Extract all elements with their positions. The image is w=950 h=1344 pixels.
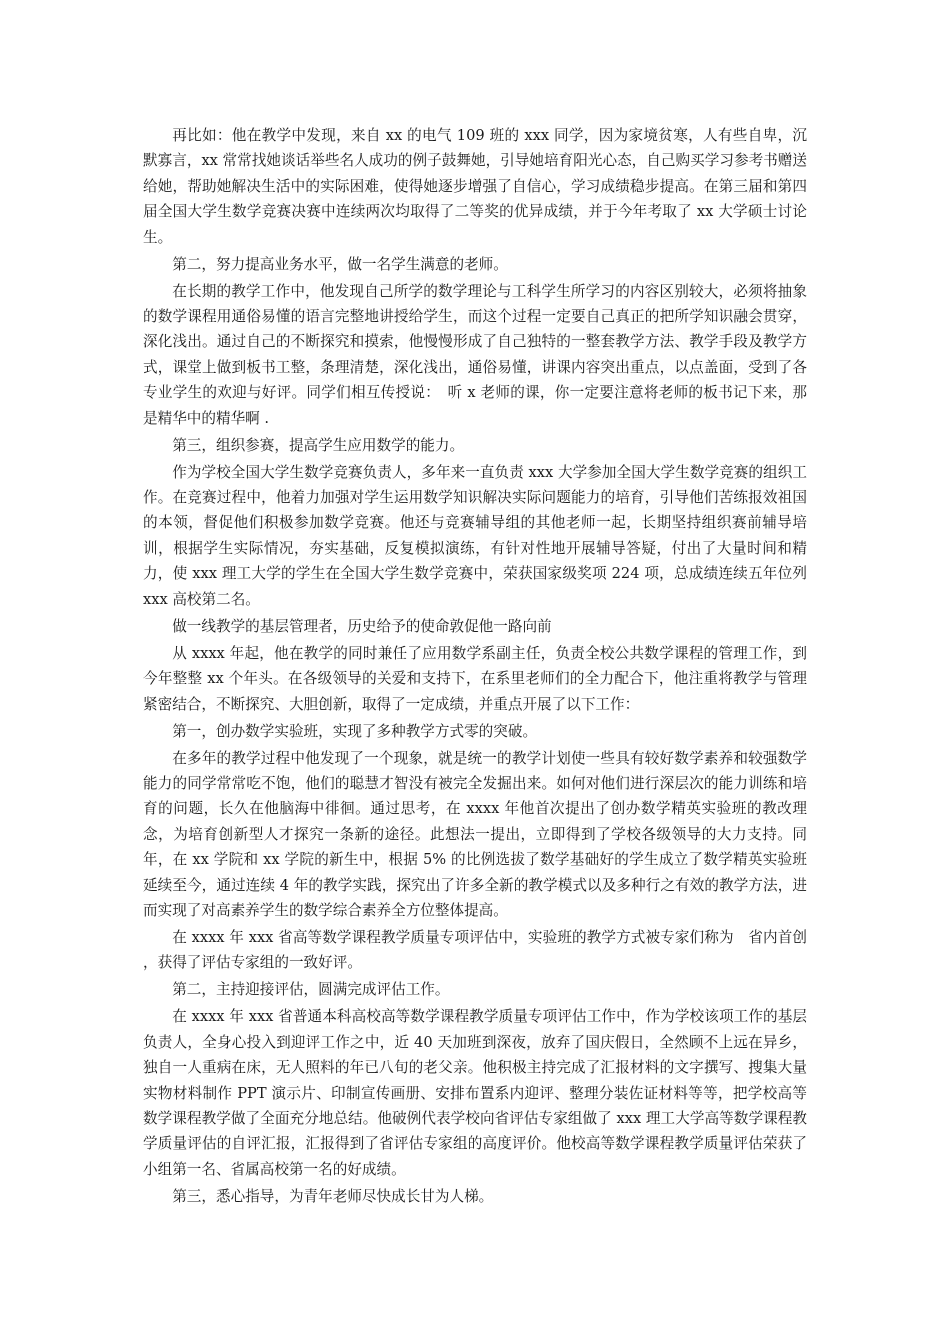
heading-improve-skills: 第二，努力提高业务水平，做一名学生满意的老师。 bbox=[172, 255, 508, 273]
paragraph-experimental-class: 在多年的教学过程中他发现了一个现象，就是统一的教学计划使一些具有较好数学素养和较强数学能力的同学常常吃不饱，他们的聪慧才智没有被完全发掘出来。如何对他们进行深层次的能力训练和培育的问题，长久在他脑海中徘徊。通过思考，在 xxxx 年他首次提出了创办数学精英实验班的教改理念，为培育创新型人才探究一条新的途径。此想法一提出，立即得到了学校各级领导的大力支持。同年，在 xx 学院和 xx 学院的新生中，根据 5% 的比例选拔了数学基础好的学生成立了数学精英实验班延续至今，通过连续 4 年的教学实践，探究出了许多全新的教学模式以及多种行之有效的教学方法，进而实现了对高素养学生的数学综合素养全方位整体提高。 bbox=[143, 749, 807, 919]
paragraph-competition: 作为学校全国大学生数学竞赛负责人，多年来一直负责 xxx 大学参加全国大学生数学竞赛的组织工作。在竞赛过程中，他着力加强对学生运用数学知识解决实际问题能力的培育，引导他们苦练报效祖国的本领，督促他们积极参加数学竞赛。他还与竞赛辅导组的其他老师一起，长期坚持组织赛前辅导培训，根据学生实际情况，夯实基础，反复模拟演练，有针对性地开展辅导答疑，付出了大量时间和精力，使 xxx 理工大学的学生在全国大学生数学竞赛中，荣获国家级奖项 224 项，总成绩连续五年位列 xxx 高校第二名。 bbox=[143, 463, 807, 608]
heading-mentoring: 第三，悉心指导，为青年老师尽快成长甘为人梯。 bbox=[172, 1187, 494, 1205]
paragraph-teaching-method: 在长期的教学工作中，他发现自己所学的数学理论与工科学生所学习的内容区别较大，必须将抽象的数学课程用通俗易懂的语言完整地讲授给学生，而这个过程一定要自己真正的把所学知识融会贯穿，深化浅出。通过自己的不断探究和摸索，他慢慢形成了自己独特的一整套教学方法、教学手段及教学方式，课堂上做到板书工整，条理清楚，深化浅出，通俗易懂，讲课内容突出重点，以点盖面，受到了各专业学生的欢迎与好评。同学们相互传授说： 听 x 老师的课，你一定要注意将老师的板书记下来，那是精华中的精华啊 . bbox=[143, 282, 807, 427]
document-body bbox=[143, 123, 807, 1211]
heading-management: 做一线教学的基层管理者，历史给予的使命敦促他一路向前 bbox=[172, 617, 552, 635]
paragraph-management: 从 xxxx 年起，他在教学的同时兼任了应用数学系副主任，负责全校公共数学课程的管理工作，到今年整整 xx 个年头。在各级领导的关爱和支持下，在系里老师们的全力配合下，他注重将教学与管理紧密结合，不断探究、大胆创新，取得了一定成绩，并重点开展了以下工作： bbox=[143, 644, 807, 713]
heading-experimental-class: 第一，创办数学实验班，实现了多种教学方式零的突破。 bbox=[172, 722, 538, 740]
heading-evaluation: 第二，主持迎接评估，圆满完成评估工作。 bbox=[172, 981, 450, 999]
paragraph-evaluation: 在 xxxx 年 xxx 省普通本科高校高等数学课程教学质量专项评估工作中，作为学校该项工作的基层负责人，全身心投入到迎评工作之中，近 40 天加班到深夜，放弃了国庆假日，全然顾不上远在异乡，独自一人重病在床，无人照料的年已八旬的老父亲。他积极主持完成了汇报材料的文字撰写、搜集大量实物材料制作 PPT 演示片、印制宣传画册、安排布置系内迎评、整理分装佐证材料等等，把学校高等数学课程教学做了全面充分地总结。他破例代表学校向省评估专家组做了 xxx 理工大学高等数学课程教学质量评估的自评汇报，汇报得到了省评估专家组的高度评价。他校高等数学课程教学质量评估荣获了小组第一名、省属高校第一名的好成绩。 bbox=[143, 1008, 807, 1178]
paragraph-evaluation-praise: 在 xxxx 年 xxx 省高等数学课程教学质量专项评估中，实验班的教学方式被专家们称为 省内首创 ，获得了评估专家组的一致好评。 bbox=[143, 928, 807, 972]
paragraph-student-example: 再比如：他在教学中发现，来自 xx 的电气 109 班的 xxx 同学，因为家境贫寒，人有些自卑，沉默寡言，xx 常常找她谈话举些名人成功的例子鼓舞她，引导她培育阳光心态，自己购买学习参考书赠送给她，帮助她解决生活中的实际困难，使得她逐步增强了自信心，学习成绩稳步提高。在第三届和第四届全国大学生数学竞赛决赛中连续两次均取得了二等奖的优异成绩，并于今年考取了 xx 大学硕士讨论生。 bbox=[143, 127, 807, 246]
heading-competition: 第三，组织参赛，提高学生应用数学的能力。 bbox=[172, 436, 465, 454]
